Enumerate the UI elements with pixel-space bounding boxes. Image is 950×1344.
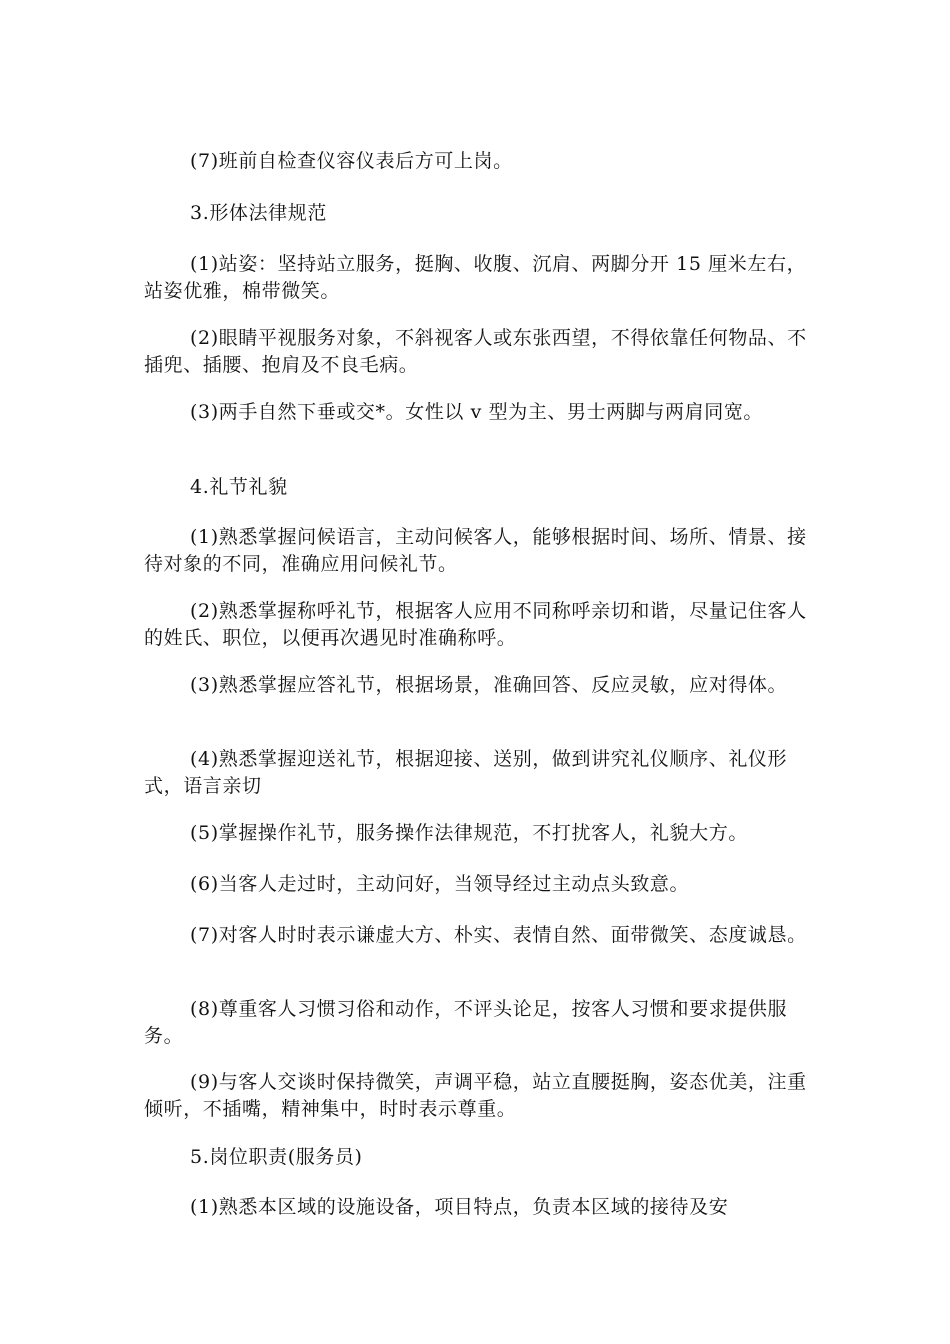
paragraph-addressing: (2)熟悉掌握称呼礼节，根据客人应用不同称呼亲切和谐，尽量记住客人的姓氏、职位，以便再次遇见时准确称呼。 — [144, 600, 807, 649]
paragraph-welcome-farewell: (4)熟悉掌握迎送礼节，根据迎接、送别，做到讲究礼仪顺序、礼仪形式，语言亲切 — [144, 748, 788, 797]
paragraph-gaze: (2)眼睛平视服务对象，不斜视客人或东张西望，不得依靠任何物品、不插兜、插腰、抱肩及不良毛病。 — [144, 327, 807, 376]
paragraph-attitude: (7)对客人时时表示谦虚大方、朴实、表情自然、面带微笑、态度诚恳。 — [190, 924, 807, 946]
paragraph-customs: (8)尊重客人习惯习俗和动作，不评头论足，按客人习惯和要求提供服务。 — [144, 998, 788, 1047]
paragraph-responding: (3)熟悉掌握应答礼节，根据场景，准确回答、反应灵敏，应对得体。 — [190, 674, 788, 696]
paragraph-conversation: (9)与客人交谈时保持微笑，声调平稳，站立直腰挺胸，姿态优美，注重倾听，不插嘴，精神集中，时时表示尊重。 — [144, 1071, 807, 1120]
section-heading-posture: 3.形体法律规范 — [190, 202, 327, 224]
section-heading-duties: 5.岗位职责(服务员) — [190, 1146, 363, 1168]
section-heading-etiquette: 4.礼节礼貌 — [190, 476, 288, 498]
paragraph-hands: (3)两手自然下垂或交*。女性以 v 型为主、男士两脚与两肩同宽。 — [190, 401, 764, 423]
paragraph-operation: (5)掌握操作礼节，服务操作法律规范，不打扰客人，礼貌大方。 — [190, 822, 748, 844]
paragraph-grooming-check: (7)班前自检查仪容仪表后方可上岗。 — [190, 150, 513, 172]
paragraph-passing: (6)当客人走过时，主动问好，当领导经过主动点头致意。 — [190, 873, 690, 895]
paragraph-area-familiarity: (1)熟悉本区域的设施设备，项目特点，负责本区域的接待及安 — [190, 1196, 729, 1218]
paragraph-standing: (1)站姿：坚持站立服务，挺胸、收腹、沉肩、两脚分开 15 厘米左右，站姿优雅，棉带微笑。 — [144, 253, 807, 302]
paragraph-greeting: (1)熟悉掌握问候语言，主动问候客人，能够根据时间、场所、情景、接待对象的不同，准确应用问候礼节。 — [144, 526, 807, 575]
